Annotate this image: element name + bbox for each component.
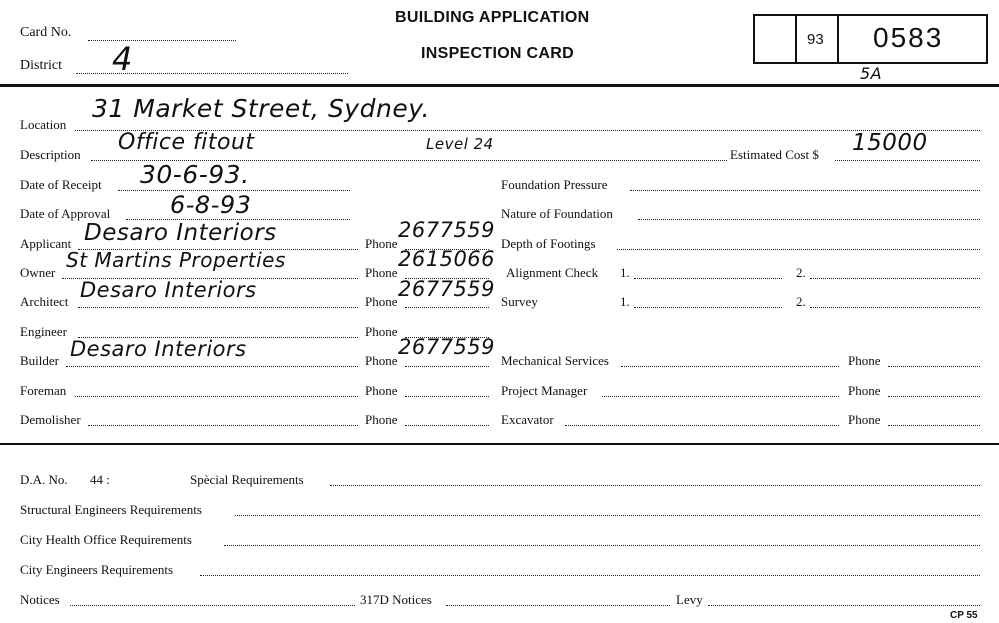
survey-num-2: 2. [796, 294, 806, 309]
date-approval-value: 6-8-93 [170, 191, 252, 219]
date-receipt-value: 30-6-93. [140, 160, 250, 189]
card-no-label: Card No. [20, 25, 72, 40]
reference-box [753, 14, 988, 64]
builder-phone-label: Phone [365, 353, 398, 368]
excavator-line[interactable] [565, 425, 839, 426]
owner-phone: 2615066 [398, 247, 496, 271]
alignment-line-2[interactable] [810, 278, 980, 279]
excavator-phone-line[interactable] [888, 425, 980, 426]
nature-foundation-label: Nature of Foundation [501, 206, 613, 221]
box-divider-2 [837, 16, 839, 62]
project-manager-line[interactable] [602, 396, 839, 397]
structural-line[interactable] [235, 515, 980, 516]
title-line-2: INSPECTION CARD [421, 45, 574, 62]
foreman-line[interactable] [75, 396, 358, 397]
architect-value: Desaro Interiors [80, 278, 257, 302]
box-divider-1 [795, 16, 797, 62]
notices-label: Notices [20, 592, 60, 607]
levy-label: Levy [676, 592, 703, 607]
excavator-label: Excavator [501, 412, 554, 427]
survey-label: Survey [501, 294, 538, 309]
form-code: CP 55 [950, 610, 978, 621]
notices-line[interactable] [70, 605, 355, 606]
project-manager-label: Project Manager [501, 383, 588, 398]
alignment-line-1[interactable] [634, 278, 782, 279]
foreman-phone-label: Phone [365, 383, 398, 398]
demolisher-line[interactable] [88, 425, 358, 426]
estimated-cost-label: Estimated Cost $ [730, 147, 819, 162]
architect-line[interactable] [78, 307, 358, 308]
owner-label: Owner [20, 265, 56, 280]
builder-value: Desaro Interiors [70, 337, 247, 361]
district-value: 4 [112, 40, 133, 78]
excavator-phone-label: Phone [848, 412, 881, 427]
depth-footings-line[interactable] [617, 249, 980, 250]
survey-num-1: 1. [620, 294, 630, 309]
title-line-1: BUILDING APPLICATION [395, 9, 590, 26]
foundation-pressure-line[interactable] [630, 190, 980, 191]
architect-phone: 2677559 [398, 277, 496, 301]
special-requirements-label: Spècial Requirements [190, 472, 304, 487]
survey-line-1[interactable] [634, 307, 782, 308]
description-extra: Level 24 [426, 135, 494, 153]
alignment-num-1: 1. [620, 265, 630, 280]
location-label: Location [20, 117, 67, 132]
location-value: 31 Market Street, Sydney. [92, 94, 431, 123]
survey-line-2[interactable] [810, 307, 980, 308]
engineer-label: Engineer [20, 324, 67, 339]
alignment-num-2: 2. [796, 265, 806, 280]
foreman-phone-line[interactable] [405, 396, 489, 397]
demolisher-phone-label: Phone [365, 412, 398, 427]
builder-phone: 2677559 [398, 335, 496, 359]
description-value: Office fitout [118, 130, 255, 155]
builder-line[interactable] [66, 366, 358, 367]
notices-317d-label: 317D Notices [360, 592, 432, 607]
architect-label: Architect [20, 294, 69, 309]
foreman-label: Foreman [20, 383, 67, 398]
description-label: Description [20, 147, 81, 162]
demolisher-phone-line[interactable] [405, 425, 489, 426]
mechanical-services-label: Mechanical Services [501, 353, 609, 368]
mechanical-services-line[interactable] [621, 366, 839, 367]
nature-foundation-line[interactable] [638, 219, 980, 220]
architect-phone-label: Phone [365, 294, 398, 309]
applicant-phone-label: Phone [365, 236, 398, 251]
mechanical-phone-label: Phone [848, 353, 881, 368]
applicant-value: Desaro Interiors [84, 220, 277, 246]
header-divider [0, 84, 999, 87]
project-manager-phone-line[interactable] [888, 396, 980, 397]
applicant-phone: 2677559 [398, 218, 496, 242]
da-no-label: D.A. No. [20, 472, 68, 487]
alignment-check-label: Alignment Check [506, 265, 599, 280]
project-manager-phone-label: Phone [848, 383, 881, 398]
section-divider [0, 443, 999, 445]
mechanical-phone-line[interactable] [888, 366, 980, 367]
special-requirements-line[interactable] [330, 485, 980, 486]
structural-label: Structural Engineers Requirements [20, 502, 202, 517]
architect-phone-line[interactable] [405, 307, 489, 308]
estimated-cost-line[interactable] [835, 160, 980, 161]
applicant-label: Applicant [20, 236, 72, 251]
box-note: 5A [860, 64, 883, 83]
notices-317d-line[interactable] [446, 605, 670, 606]
owner-phone-label: Phone [365, 265, 398, 280]
foundation-pressure-label: Foundation Pressure [501, 177, 608, 192]
levy-line[interactable] [708, 605, 980, 606]
district-label: District [20, 58, 62, 73]
estimated-cost-value: 15000 [852, 130, 928, 156]
owner-value: St Martins Properties [66, 248, 286, 272]
box-number: 0583 [873, 22, 944, 53]
builder-label: Builder [20, 353, 59, 368]
city-health-label: City Health Office Requirements [20, 532, 192, 547]
builder-phone-line[interactable] [405, 366, 489, 367]
date-approval-label: Date of Approval [20, 206, 111, 221]
city-engineers-label: City Engineers Requirements [20, 562, 174, 577]
card-no-line[interactable] [88, 40, 236, 41]
engineer-phone-label: Phone [365, 324, 398, 339]
da-no-value: 44 : [90, 472, 110, 487]
date-receipt-label: Date of Receipt [20, 177, 102, 192]
depth-footings-label: Depth of Footings [501, 236, 596, 251]
box-year: 93 [807, 31, 824, 48]
city-engineers-line[interactable] [200, 575, 980, 576]
city-health-line[interactable] [224, 545, 980, 546]
demolisher-label: Demolisher [20, 412, 81, 427]
